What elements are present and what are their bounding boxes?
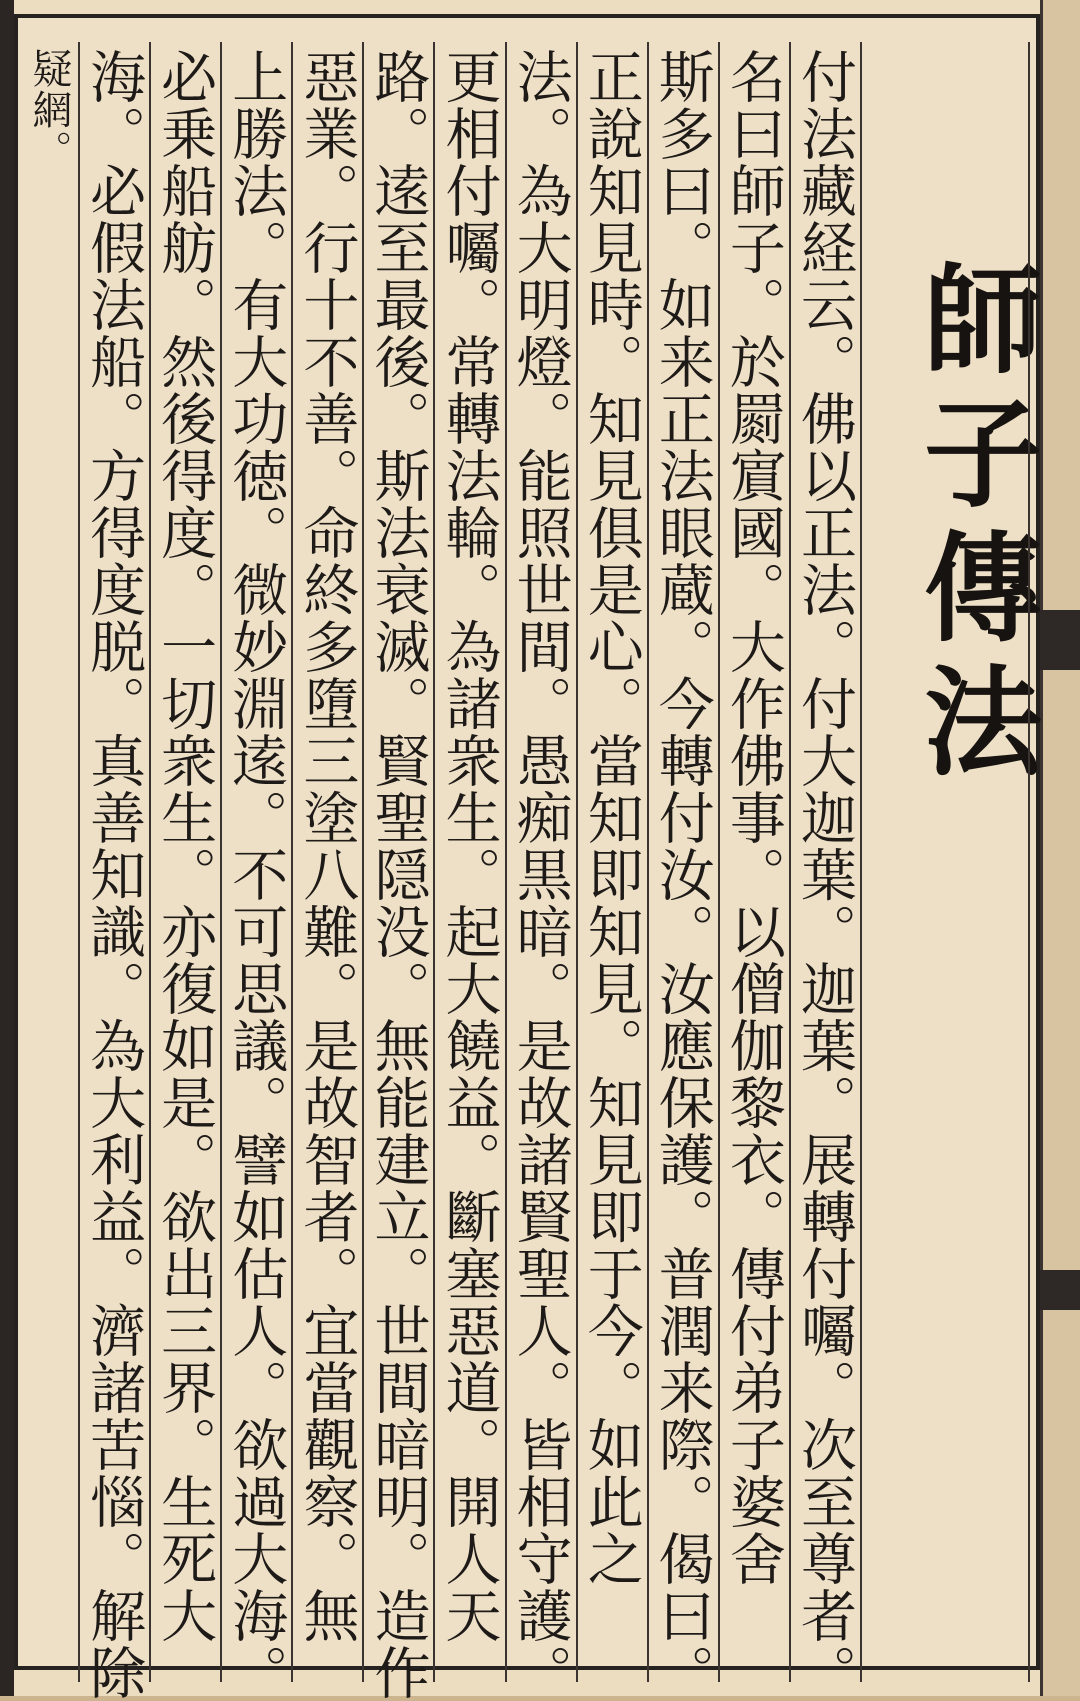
column-rule bbox=[78, 42, 80, 1682]
page-title: 師子傳法 bbox=[904, 258, 1043, 794]
adjacent-page-band bbox=[1040, 1270, 1080, 1310]
column-rule bbox=[433, 42, 435, 1682]
column-rule bbox=[505, 42, 507, 1682]
text-column: 上勝法。有大功徳。微妙淵逺。不可思議。譬如估人。欲過大海。 bbox=[223, 48, 289, 1701]
book-edge-left bbox=[0, 0, 14, 1696]
text-column: 正說知見時。知見俱是心。當知即知見。知見即于今。如此之 bbox=[578, 48, 644, 1587]
column-rule bbox=[149, 42, 151, 1682]
text-frame bbox=[14, 14, 1043, 1701]
column-rule bbox=[362, 42, 364, 1682]
column-rule bbox=[576, 42, 578, 1682]
column-rule bbox=[647, 42, 649, 1682]
text-column: 斯多曰。如来正法眼蔵。今轉付汝。汝應保護。普潤来際。偈曰。 bbox=[649, 48, 715, 1701]
text-column: 付法藏経云。佛以正法。付大迦葉。迦葉。展轉付囑。次至尊者。 bbox=[791, 48, 857, 1701]
text-column: 名曰師子。於罽賔國。大作佛事。以僧伽黎衣。傳付弟子婆舍 bbox=[720, 48, 786, 1587]
text-column: 海。必假法船。方得度脱。真善知識。為大利益。濟諸苦惱。解除 bbox=[81, 48, 147, 1701]
text-column: 法。為大明燈。能照世間。愚痴黒暗。是故諸賢聖人。皆相守護。 bbox=[507, 48, 573, 1701]
column-rule bbox=[718, 42, 720, 1682]
text-column: 惡業。行十不善。命終多墮三塗八難。是故智者。宜當觀察。無 bbox=[294, 48, 360, 1644]
adjacent-page-strip bbox=[1040, 0, 1080, 1696]
text-column: 必乗船舫。然後得度。一切衆生。亦復如是。欲出三界。生死大 bbox=[152, 48, 218, 1644]
column-rule bbox=[789, 42, 791, 1682]
column-rule bbox=[860, 42, 862, 1682]
text-column: 更相付囑。常轉法輪。為諸衆生。起大饒益。斷塞惡道。開人天 bbox=[436, 48, 502, 1644]
text-column: 路。逺至最後。斯法衰滅。賢聖隠没。無能建立。世間暗明。造作 bbox=[365, 48, 431, 1701]
column-rule bbox=[291, 42, 293, 1682]
column-rule bbox=[1028, 42, 1030, 1682]
column-rule bbox=[220, 42, 222, 1682]
continuation-column: 疑網。 bbox=[26, 48, 72, 171]
